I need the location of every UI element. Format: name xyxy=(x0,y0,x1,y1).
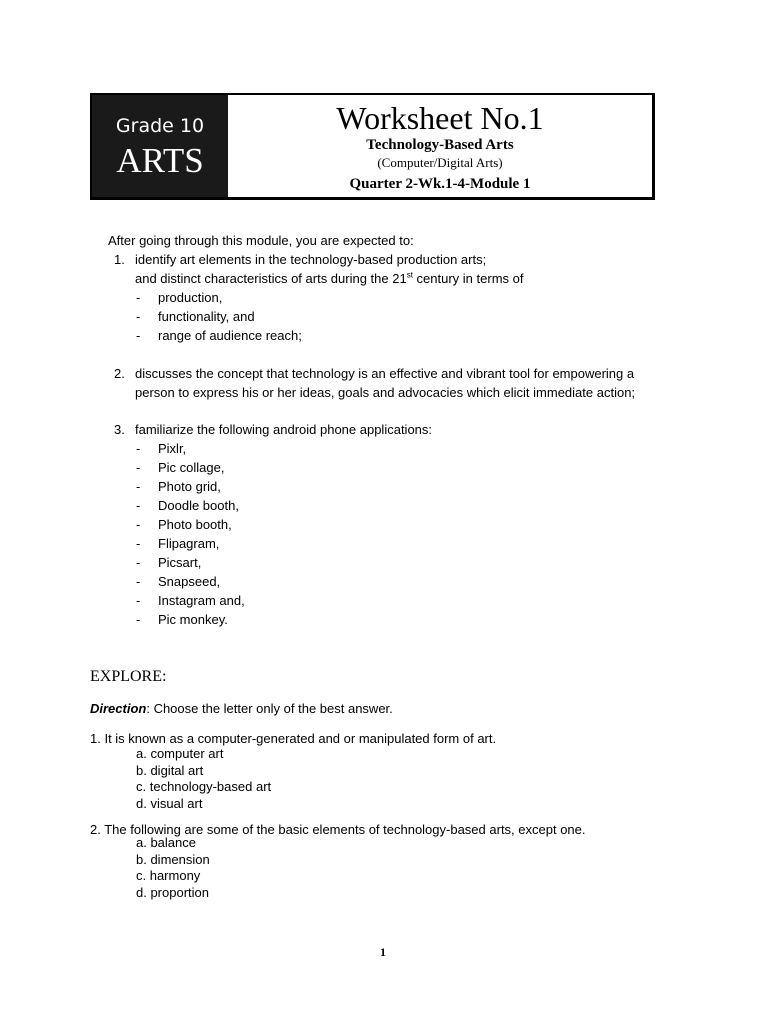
dash-bullet: - xyxy=(136,479,141,494)
choice-item: d. proportion xyxy=(136,884,209,900)
list-item-text: Pic collage, xyxy=(158,460,225,475)
dash-bullet: - xyxy=(136,612,141,627)
direction-text: : Choose the letter only of the best answer. xyxy=(146,701,393,716)
list-item-text: Photo grid, xyxy=(158,479,221,494)
objective-1-line2 xyxy=(135,269,523,288)
list-item-text: Photo booth, xyxy=(158,517,232,532)
question-text: 2. The following are some of the basic elements of technology-based arts, except one. xyxy=(90,822,586,837)
direction-line xyxy=(90,699,393,718)
subject-label: ARTS xyxy=(116,141,204,180)
direction-label: Direction xyxy=(90,701,147,716)
dash-bullet: - xyxy=(136,441,141,456)
objective-2-line2: person to express his or her ideas, goals and advocacies which elicit immediate action; xyxy=(135,385,636,400)
choice-item: b. dimension xyxy=(136,851,210,867)
list-item-text: Flipagram, xyxy=(158,536,220,551)
dash-bullet: - xyxy=(136,460,141,475)
choice-item: c. technology-based art xyxy=(136,779,272,794)
worksheet-header xyxy=(90,93,655,200)
list-item-text: Picsart, xyxy=(158,555,202,570)
dash-bullet: - xyxy=(136,517,141,532)
list-item-text: Pixlr, xyxy=(158,441,187,456)
title-panel xyxy=(228,95,652,197)
worksheet-title: Worksheet No.1 xyxy=(336,100,544,136)
list-item-text: production, xyxy=(158,290,223,305)
choice-item: b. digital art xyxy=(136,762,204,778)
choice-list xyxy=(136,835,210,901)
worksheet-subsubtitle: (Computer/Digital Arts) xyxy=(377,155,503,170)
dash-bullet: - xyxy=(136,328,141,343)
app-list xyxy=(136,439,436,634)
explore-heading: EXPLORE: xyxy=(90,668,167,685)
grade-label: Grade 10 xyxy=(115,115,205,137)
dash-bullet: - xyxy=(136,593,141,608)
objective-3-number: 3. xyxy=(114,422,125,437)
list-item-text: functionality, and xyxy=(158,309,255,324)
objective-1-sublist xyxy=(136,288,436,348)
list-item-text: range of audience reach; xyxy=(158,328,302,343)
choice-item: a. balance xyxy=(136,835,196,850)
list-item-text: Doodle booth, xyxy=(158,498,239,513)
dash-bullet: - xyxy=(136,555,141,570)
objective-3-line1: familiarize the following android phone applications: xyxy=(135,422,433,437)
grade-panel xyxy=(92,95,228,197)
list-item-text: Instagram and, xyxy=(158,593,245,608)
choice-item: a. computer art xyxy=(136,746,224,761)
dash-bullet: - xyxy=(136,498,141,513)
dash-bullet: - xyxy=(136,290,141,305)
page-number: 1 xyxy=(380,945,386,959)
objective-1-line2-pre: and distinct characteristics of arts during the 21 xyxy=(135,271,407,286)
list-item-text: Snapseed, xyxy=(158,574,221,589)
dash-bullet: - xyxy=(136,536,141,551)
objective-1-line1: identify art elements in the technology-based production arts; xyxy=(135,252,487,267)
choice-item: c. harmony xyxy=(136,868,201,883)
dash-bullet: - xyxy=(136,309,141,324)
objective-2-line1: discusses the concept that technology is an effective and vibrant tool for empowering a xyxy=(135,366,635,381)
choice-list xyxy=(136,746,271,812)
question-text: 1. It is known as a computer-generated and or manipulated form of art. xyxy=(90,731,497,746)
worksheet-quarter: Quarter 2-Wk.1-4-Module 1 xyxy=(349,176,531,192)
list-item-text: Pic monkey. xyxy=(158,612,228,627)
objective-1-superscript: st xyxy=(406,270,413,280)
choice-item: d. visual art xyxy=(136,795,203,811)
objective-1-line2-post: century in terms of xyxy=(412,271,524,286)
objective-1-number: 1. xyxy=(114,252,125,267)
objectives-intro: After going through this module, you are expected to: xyxy=(108,233,414,248)
dash-bullet: - xyxy=(136,574,141,589)
objective-2-number: 2. xyxy=(114,366,125,381)
worksheet-subtitle: Technology-Based Arts xyxy=(366,137,514,153)
